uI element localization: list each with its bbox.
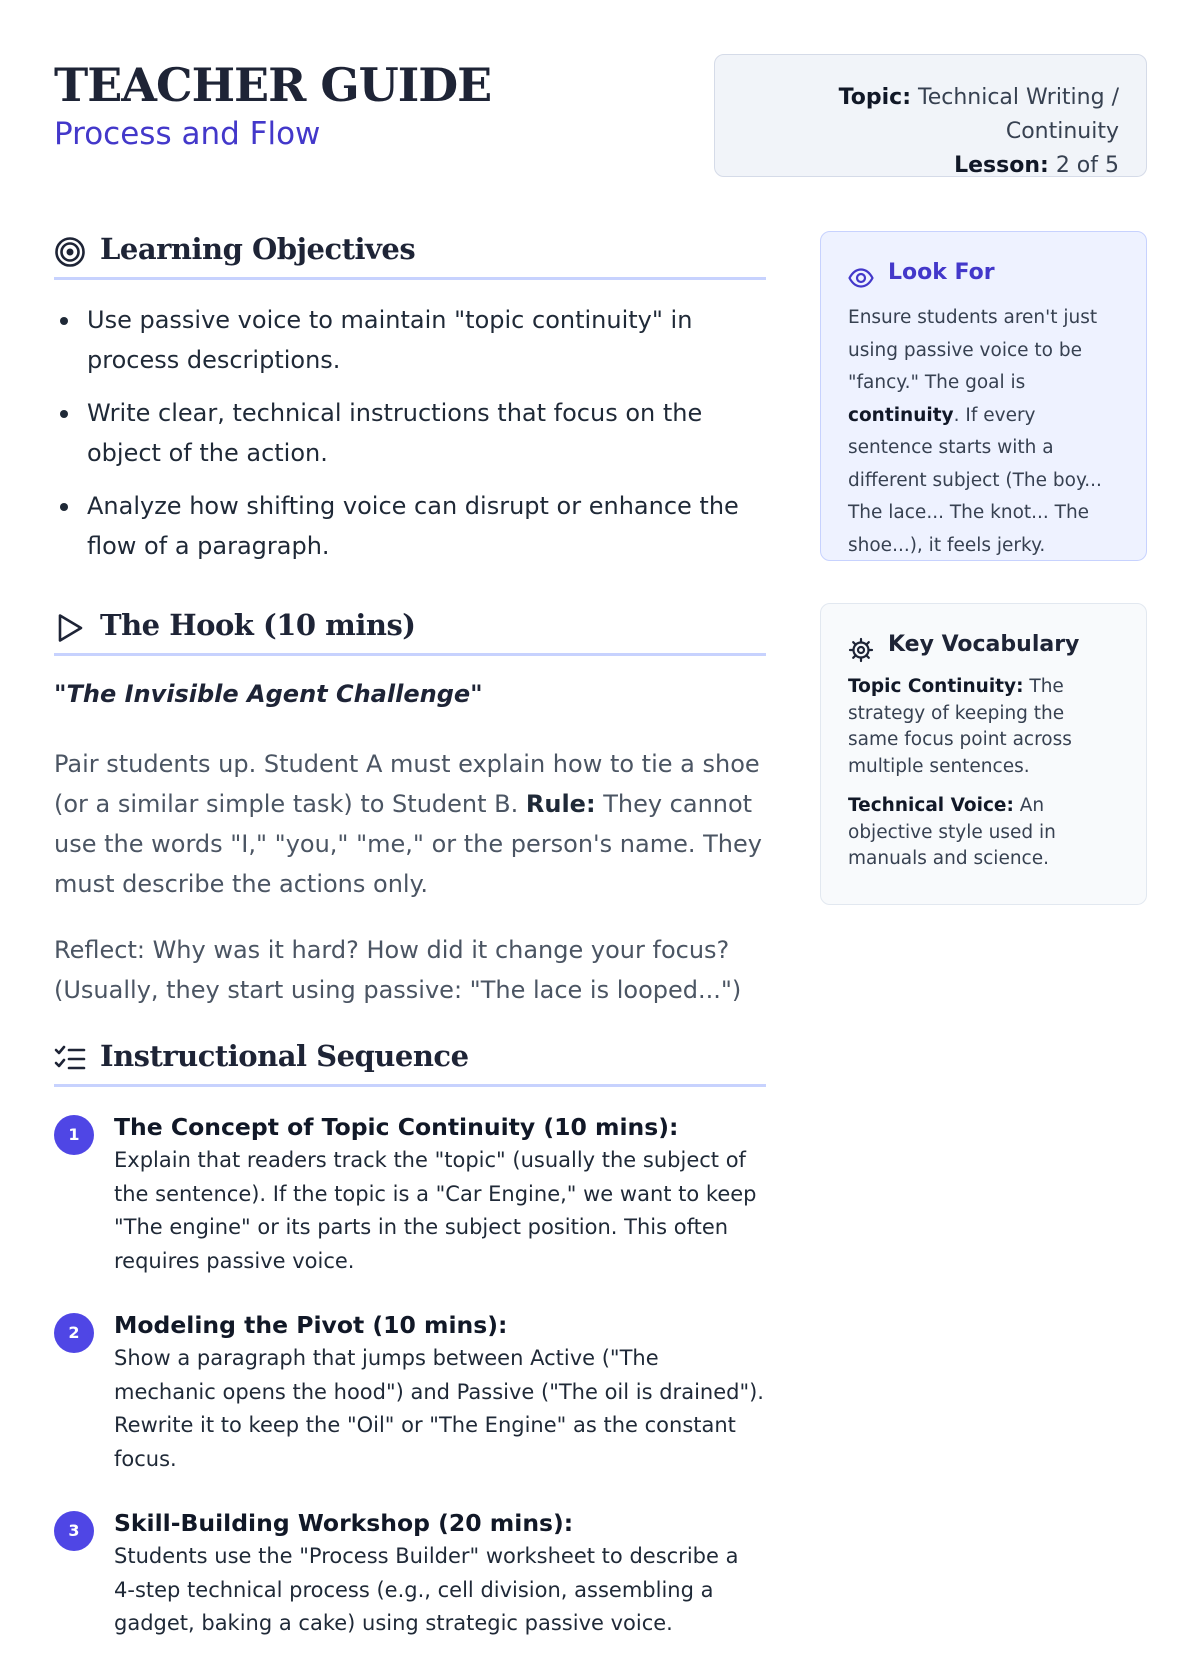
play-icon	[54, 612, 86, 644]
vocabulary-definition: An objective style used in manuals and science.	[848, 795, 1056, 869]
topic-line	[735, 81, 1119, 149]
topic-label: Topic:	[838, 85, 911, 110]
step-title: Modeling the Pivot (10 mins):	[114, 1311, 508, 1339]
sequence-section-header	[54, 1039, 766, 1087]
vocabulary-header	[848, 632, 1120, 662]
vocabulary-term: Topic Continuity:	[848, 676, 1024, 697]
page-title: TEACHER GUIDE	[54, 58, 492, 112]
page-subtitle: Process and Flow	[54, 116, 321, 152]
gear-icon	[848, 637, 874, 663]
lesson-label: Lesson:	[954, 153, 1049, 178]
topic-value: Technical Writing / Continuity	[918, 85, 1119, 144]
look-for-emphasis: continuity	[848, 404, 954, 426]
step-description: Explain that readers track the "topic" (usually the subject of the sentence). If the topic is a "Car Engine," we want to keep "The engine" or its parts in the subject position. This often requires passive voice.	[114, 1148, 757, 1273]
hook-activity-title: "The Invisible Agent Challenge"	[54, 680, 483, 708]
objective-item: Write clear, technical instructions that focus on the object of the action.	[54, 393, 754, 473]
look-for-header	[848, 260, 1120, 290]
hook-section-header	[54, 608, 766, 656]
sequence-step	[54, 1308, 766, 1476]
lesson-line	[735, 149, 1119, 183]
step-description: Show a paragraph that jumps between Active ("The mechanic opens the hood") and Passive ("The oil is drained"). Rewrite it to keep the "Oil" or "The Engine" as the constant focus.	[114, 1346, 764, 1471]
key-vocabulary-box	[820, 603, 1147, 905]
look-for-text-part: Ensure students aren't just using passive voice to be "fancy." The goal is	[848, 307, 1098, 393]
objectives-section-header	[54, 232, 766, 280]
step-number-badge: 1	[54, 1115, 94, 1155]
vocabulary-definition: The strategy of keeping the same focus point across multiple sentences.	[848, 676, 1072, 777]
vocabulary-heading: Key Vocabulary	[888, 632, 1080, 657]
checklist-icon	[54, 1043, 86, 1075]
vocabulary-term: Technical Voice:	[848, 795, 1014, 816]
vocabulary-entry	[848, 674, 1120, 780]
step-title: The Concept of Topic Continuity (10 mins):	[114, 1113, 679, 1141]
lesson-meta-box	[714, 54, 1147, 177]
vocabulary-entry	[848, 793, 1120, 873]
objective-item: Use passive voice to maintain "topic continuity" in process descriptions.	[54, 300, 754, 380]
eye-icon	[848, 265, 874, 291]
look-for-text-part: . If every sentence starts with a different subject (The boy... The lace... The knot... The shoe...), it feels jerky.	[848, 404, 1102, 556]
sequence-steps	[54, 1110, 766, 1671]
objectives-list	[54, 300, 754, 579]
sequence-step	[54, 1506, 766, 1641]
hook-rule-label: Rule:	[525, 790, 596, 818]
objectives-heading: Learning Objectives	[100, 232, 416, 266]
step-description: Students use the "Process Builder" worksheet to describe a 4-step technical process (e.g., cell division, assembling a gadget, baking a cake) using strategic passive voice.	[114, 1544, 739, 1635]
hook-text: They cannot use the words "I," "you," "me," or the person's name. They must describe the actions only.	[54, 790, 762, 898]
hook-text: Pair students up. Student A must explain how to tie a shoe (or a similar simple task) to Student B.	[54, 750, 760, 818]
step-number-badge: 3	[54, 1511, 94, 1551]
sequence-heading: Instructional Sequence	[100, 1039, 469, 1073]
hook-reflect-paragraph: Reflect: Why was it hard? How did it change your focus? (Usually, they start using passive: "The lace is looped...")	[54, 936, 742, 1004]
hook-heading: The Hook (10 mins)	[100, 608, 416, 642]
target-icon	[54, 236, 86, 268]
sequence-step	[54, 1110, 766, 1278]
step-title: Skill-Building Workshop (20 mins):	[114, 1509, 574, 1537]
look-for-box	[820, 231, 1147, 561]
step-number-badge: 2	[54, 1313, 94, 1353]
look-for-heading: Look For	[888, 260, 995, 285]
lesson-value: 2 of 5	[1055, 153, 1119, 178]
objective-item: Analyze how shifting voice can disrupt or enhance the flow of a paragraph.	[54, 486, 754, 566]
hook-paragraph	[54, 744, 764, 904]
look-for-text	[848, 302, 1120, 562]
